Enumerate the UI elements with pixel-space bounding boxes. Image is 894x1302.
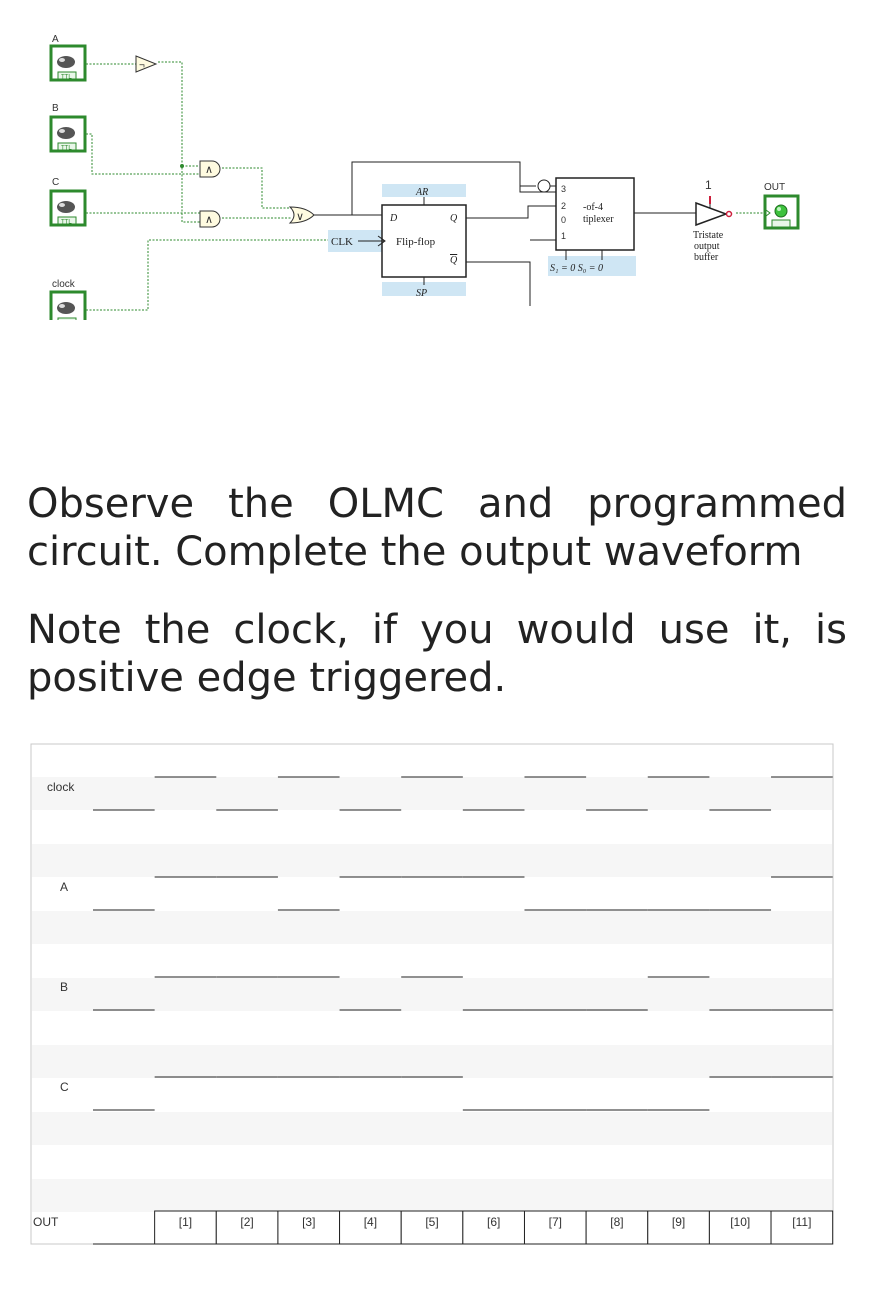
- input-label-b: B: [52, 103, 59, 114]
- input-label-clock: clock: [52, 279, 75, 290]
- row-band: [32, 1112, 832, 1145]
- buffer-label-line: buffer: [694, 252, 719, 263]
- ttl-label: TTL: [61, 145, 72, 152]
- row-band: [32, 978, 832, 1011]
- output-cell-label: [10]: [730, 1215, 751, 1229]
- output-cell-label: [7]: [548, 1215, 562, 1229]
- output-cell-label: [2]: [240, 1215, 254, 1229]
- mux-name-line1: -of-4: [583, 202, 603, 213]
- row-band: [32, 1045, 832, 1078]
- output-cell-label: [6]: [486, 1215, 501, 1229]
- flipflop-name: Flip-flop: [396, 236, 436, 248]
- signal-label: clock: [47, 780, 75, 794]
- d-label: D: [390, 213, 398, 224]
- mux-input-label: 2: [561, 201, 567, 211]
- enable-value: 1: [705, 178, 712, 192]
- not-symbol: ¬: [139, 60, 145, 71]
- output-cell-label: [8]: [610, 1215, 624, 1229]
- row-band: [32, 911, 832, 944]
- and-symbol: ∧: [205, 214, 214, 226]
- row-band: [32, 844, 832, 877]
- buffer-label-line: Tristate: [693, 230, 724, 241]
- question-paragraph-1: Observe the OLMC and programmed circuit. Complete the output waveform: [27, 481, 847, 575]
- waveform-background: [31, 744, 833, 1244]
- and-symbol: ∧: [205, 164, 214, 176]
- qbar-label: Q: [450, 255, 458, 266]
- ttl-label: TTL: [61, 74, 72, 81]
- ar-label: AR: [416, 187, 429, 198]
- buffer-label-line: output: [694, 241, 720, 252]
- signal-label: C: [60, 1080, 69, 1094]
- output-cell-label: [4]: [363, 1215, 378, 1229]
- clk-label: CLK: [331, 236, 353, 248]
- output-cell-label: [9]: [671, 1215, 686, 1229]
- q-label: Q: [450, 213, 458, 224]
- row-band: [32, 777, 832, 810]
- output-cell-label: [5]: [425, 1215, 439, 1229]
- question-paragraph-2: Note the clock, if you would use it, is positive edge triggered.: [27, 607, 847, 701]
- signal-label: A: [60, 880, 69, 894]
- mux-input-label: 1: [561, 231, 567, 241]
- sp-label: SP: [416, 288, 428, 299]
- mux-select-label: S₁ = 0 S₀ = 0: [550, 263, 603, 274]
- output-row-label: OUT: [33, 1215, 59, 1229]
- output-cell-label: [1]: [178, 1215, 193, 1229]
- ttl-label: TTL: [61, 219, 72, 226]
- output-cell-label: [3]: [302, 1215, 316, 1229]
- row-band: [32, 1179, 832, 1212]
- mux-name-line2: tiplexer: [583, 214, 614, 225]
- or-symbol: ∨: [296, 211, 305, 223]
- output-label: OUT: [764, 182, 786, 193]
- mux-input-label: 3: [561, 184, 567, 194]
- output-cell-label: [11]: [792, 1215, 812, 1229]
- input-label-a: A: [52, 34, 59, 45]
- input-label-c: C: [52, 177, 60, 188]
- signal-label: B: [60, 980, 69, 994]
- mux-input-label: 0: [561, 215, 567, 225]
